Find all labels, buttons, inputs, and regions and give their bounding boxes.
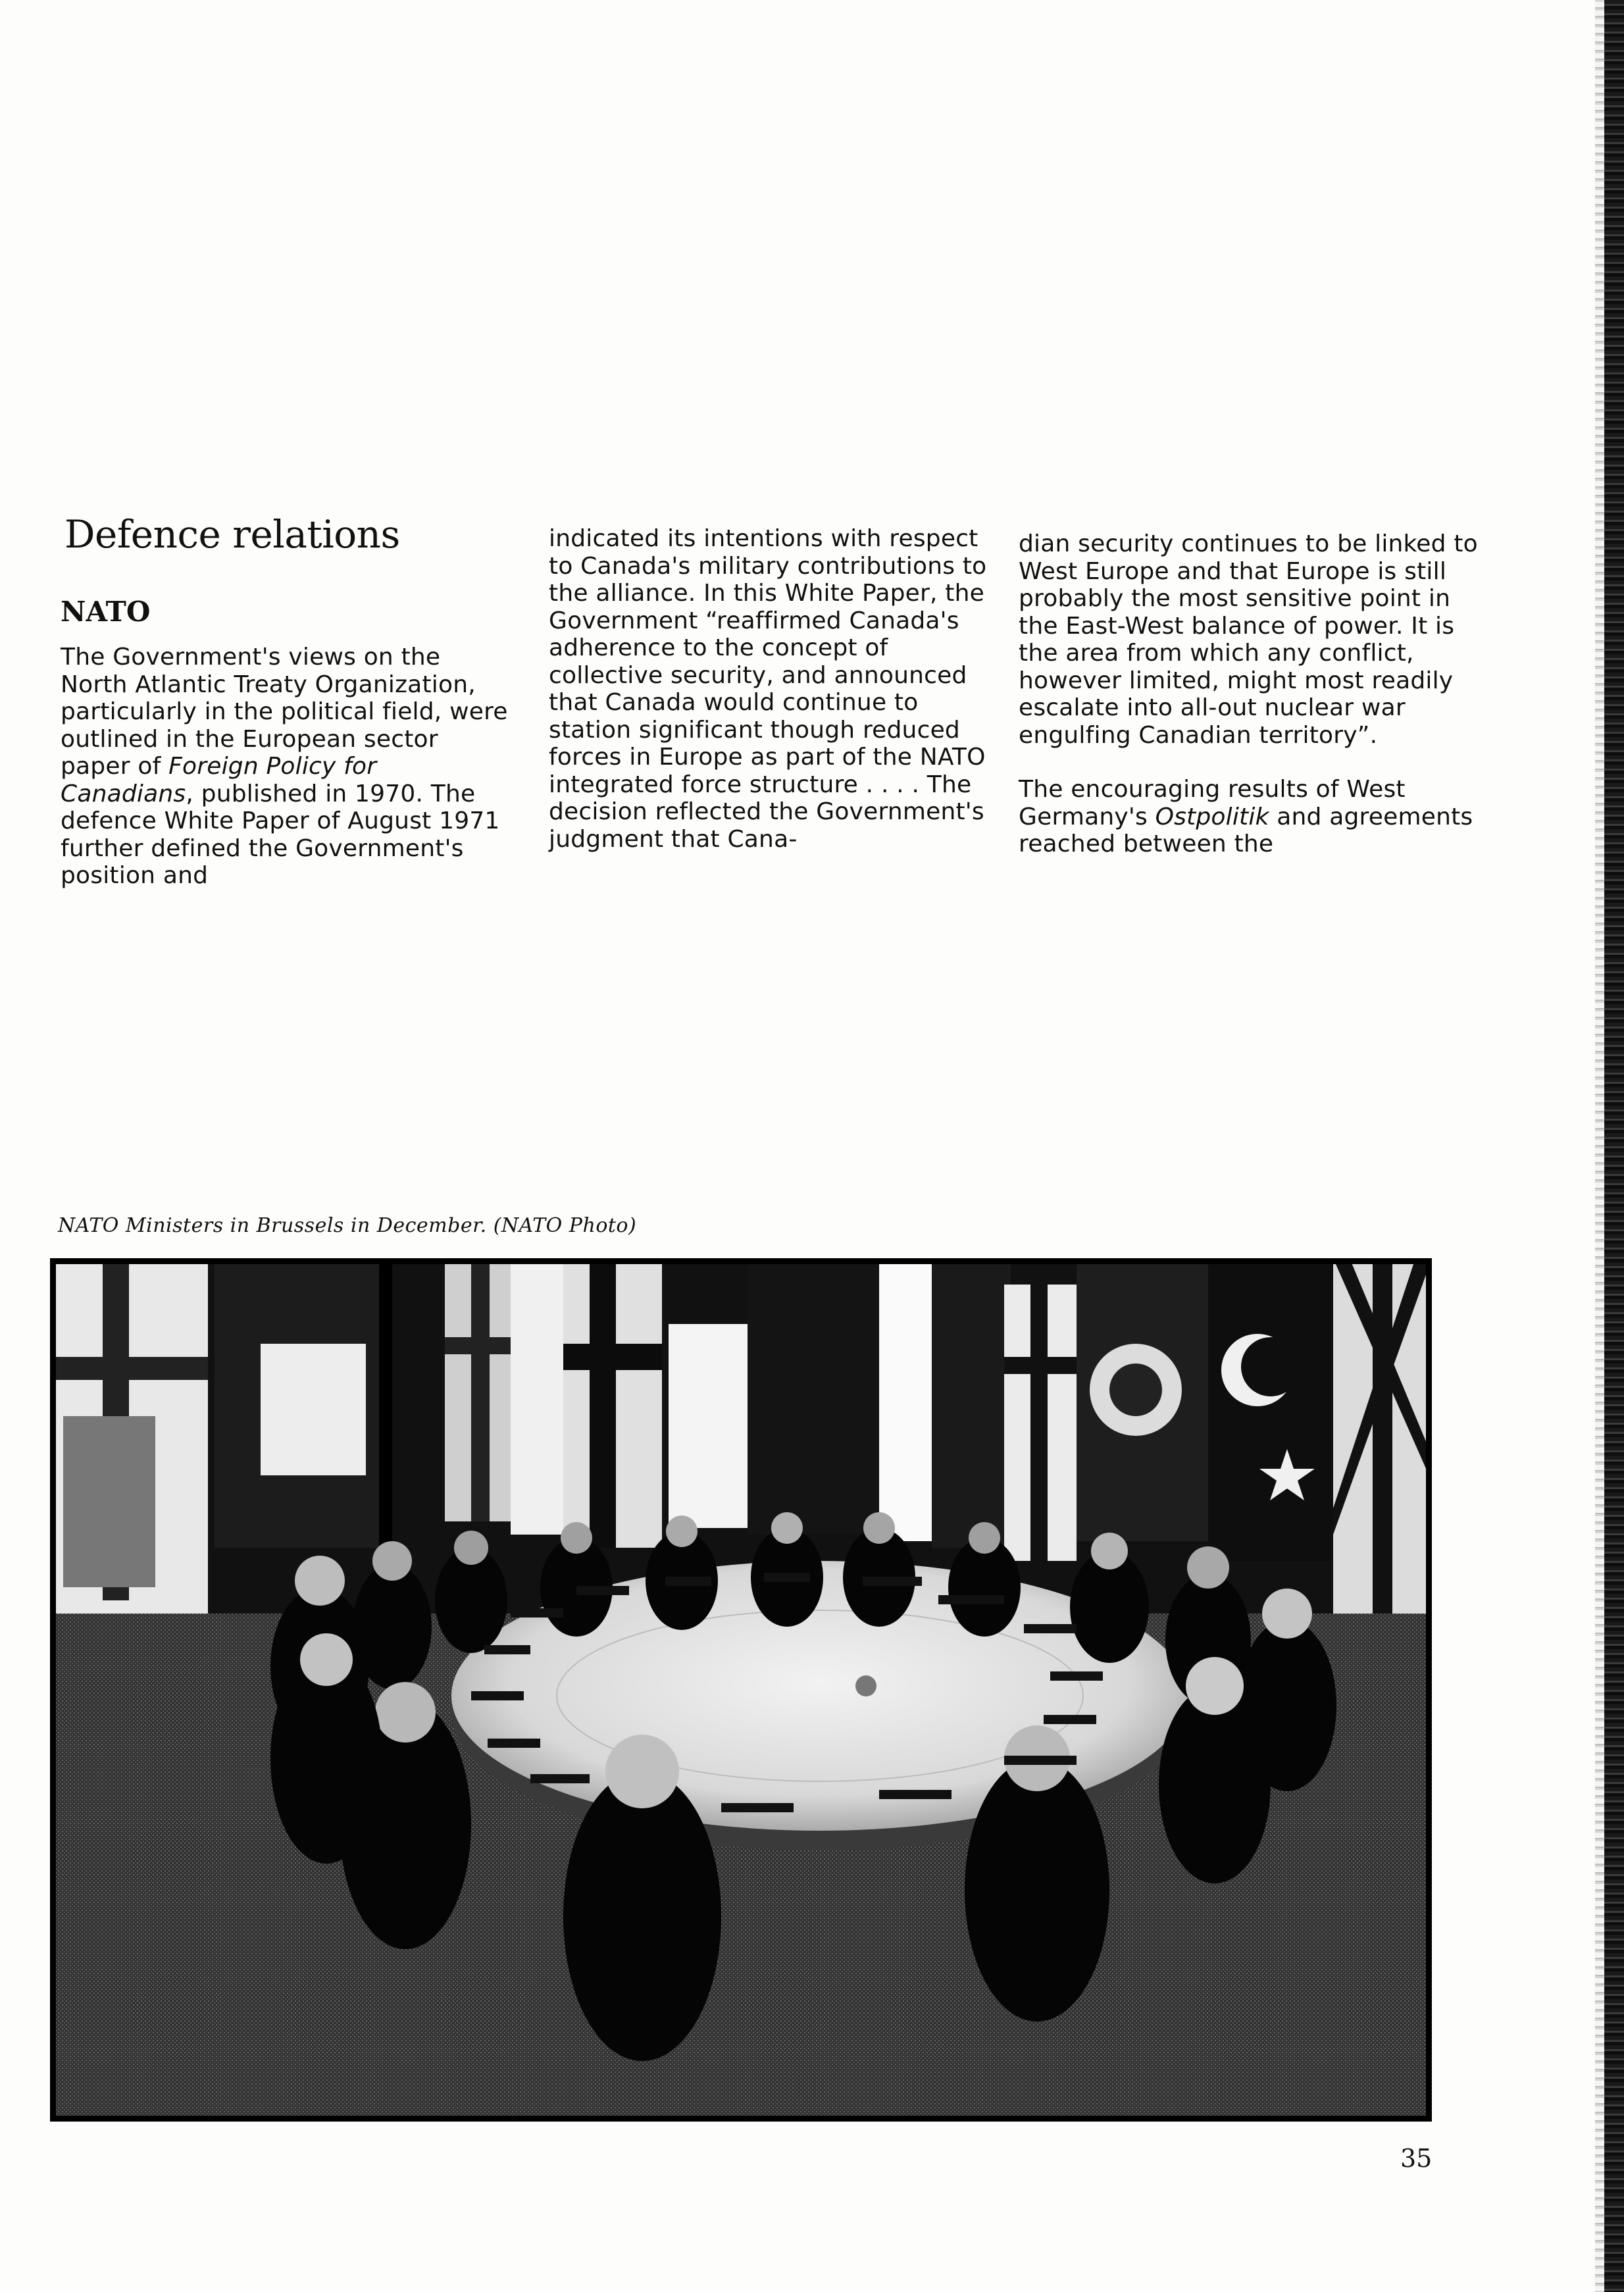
place-card bbox=[764, 1573, 810, 1582]
place-card bbox=[665, 1577, 711, 1586]
column-2-paragraph: indicated its intentions with respect to Canada's military contributions to the alliance. In this White Paper, the Government “reaffirmed Canada's adherence to the concept of collective security, and announced that Canada would continue to station significant though reduced forces in Europe as part of the NATO integrated force structure . . . . The decision reflected the Government's judgment that Cana- bbox=[549, 525, 987, 853]
place-card bbox=[471, 1691, 524, 1700]
text-segment: The Government's views on the North Atlantic Treaty Organization, particularly in the political field, were outlined in the European sector paper of bbox=[61, 644, 508, 780]
nato-emblem-icon bbox=[855, 1675, 876, 1696]
body-column-1 bbox=[61, 644, 515, 890]
place-card bbox=[721, 1803, 794, 1812]
place-card bbox=[863, 1577, 922, 1586]
place-card bbox=[938, 1595, 1004, 1604]
column-3-paragraph-2 bbox=[1019, 776, 1479, 858]
column-1-paragraph bbox=[61, 644, 515, 890]
place-card bbox=[879, 1790, 952, 1799]
place-card bbox=[1044, 1715, 1096, 1724]
place-card bbox=[576, 1586, 629, 1595]
body-column-3 bbox=[1019, 530, 1479, 858]
body-column-2 bbox=[549, 525, 1003, 853]
page-number: 35 bbox=[1400, 2144, 1433, 2173]
place-card bbox=[511, 1608, 563, 1617]
place-card bbox=[530, 1774, 590, 1783]
place-card bbox=[484, 1645, 530, 1654]
text-segment-italic: Foreign Policy for Canadians bbox=[61, 753, 377, 807]
photo-caption: NATO Ministers in Brussels in December. (NATO Photo) bbox=[58, 1214, 637, 1237]
place-card bbox=[1050, 1671, 1103, 1681]
scan-binding-edge bbox=[1604, 0, 1624, 2292]
column-3-paragraph-1: dian security continues to be linked to West Europe and that Europe is still probably the most sensitive point in the East-West balance of power. It is the area from which any conflict, however limited, might most readily escalate into all-out nuclear war engulfing Canadian territory”. bbox=[1019, 530, 1478, 749]
nato-ministers-photo bbox=[50, 1258, 1432, 2122]
place-card bbox=[1004, 1756, 1077, 1765]
text-segment: and agreements reached between the bbox=[1019, 803, 1473, 857]
place-card bbox=[1024, 1624, 1077, 1633]
scan-edge-shading bbox=[1595, 0, 1604, 2292]
text-segment: , published in 1970. The defence White Paper of August 1971 further defined the Government's position and bbox=[61, 780, 500, 889]
section-heading: Defence relations bbox=[64, 512, 400, 557]
text-segment-italic: Ostpolitik bbox=[1155, 803, 1269, 830]
photo-illustration bbox=[50, 1258, 1432, 2122]
subsection-heading: NATO bbox=[61, 596, 151, 628]
text-segment: The encouraging results of West Germany's bbox=[1019, 776, 1406, 830]
place-card bbox=[488, 1739, 540, 1748]
